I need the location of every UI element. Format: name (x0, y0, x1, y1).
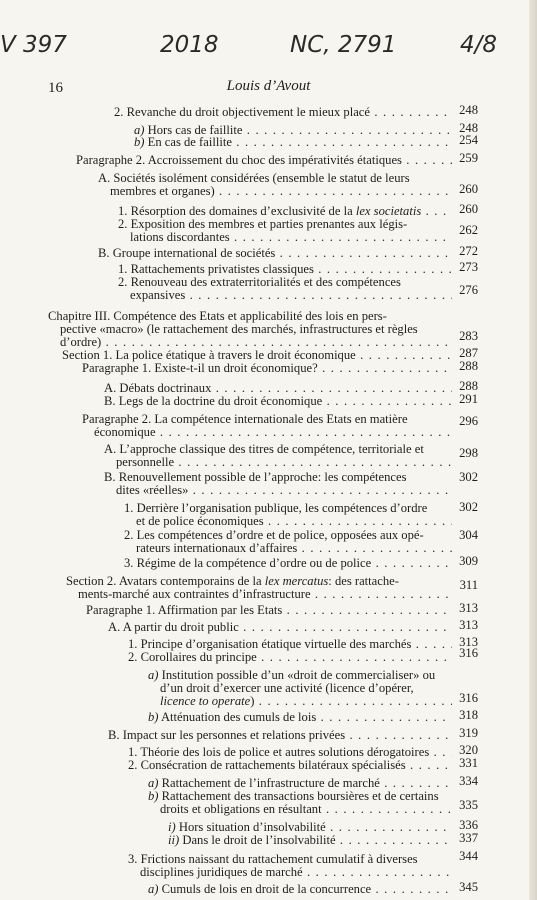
toc-page-number: 291 (459, 392, 478, 406)
toc-entry-title (98, 172, 452, 198)
toc-entry-line: i) Hors situation d’insolvabilité . . . (168, 821, 452, 834)
toc-entry-line: personnelle . . . (104, 456, 452, 469)
page-edge (529, 0, 537, 900)
toc-entry-title (124, 529, 452, 555)
toc-page-number: 283 (459, 329, 478, 343)
toc-page-number: 296 (459, 414, 478, 428)
toc-page-number: 273 (459, 260, 478, 274)
toc-entry-line: B. Groupe international de sociétés . . . (98, 247, 452, 260)
toc-entry-line: pective «macro» (le rattachement des marchés, infrastructures et règles (60, 323, 418, 336)
toc-entry-line: a) Rattachement de l’infrastructure de marché . . . (148, 777, 452, 790)
toc-entry-title (76, 154, 452, 167)
toc-page-number: 337 (459, 831, 478, 845)
toc-page-number: 302 (459, 500, 478, 514)
toc-entry-line: 2. Revanche du droit objectivement le mieux placé . . . (114, 106, 452, 119)
toc-entry-line: 1. Derrière l’organisation publique, les compétences d’ordre (124, 502, 428, 515)
toc-entry-title (148, 883, 452, 896)
toc-entry-line: b) Rattachement des transactions boursières et de certains (148, 790, 439, 803)
toc-entry-title (168, 834, 452, 847)
toc-entry-title (108, 729, 452, 742)
toc-entry-title (98, 247, 452, 260)
toc-entry-line: a) Institution possible d’un «droit de commercialiser» ou (148, 669, 436, 682)
toc-page-number: 320 (459, 743, 478, 757)
toc-page-number: 316 (459, 646, 478, 660)
toc-entry-line: 2. Exposition des membres et parties prenantes aux légis- (118, 218, 408, 231)
toc-entry-line: d’ordre) . . . (48, 336, 452, 349)
toc-page-number: 248 (459, 121, 478, 135)
toc-entry-line: 2. Consécration de rattachements bilatéraux spécialisés . . . (128, 759, 452, 772)
toc-page-number: 272 (459, 244, 478, 258)
toc-entry-title (104, 395, 452, 408)
toc-page-number: 316 (459, 691, 478, 705)
toc-entry-line: 1. Théorie des lois de police et autres solutions dérogatoires . . . (128, 746, 452, 759)
toc-page-number: 276 (459, 283, 478, 297)
toc-page-number: 345 (459, 880, 478, 894)
toc-entry-title (168, 821, 452, 834)
toc-page-number: 287 (459, 346, 478, 360)
toc-entry-line: membres et organes) . . . (98, 185, 452, 198)
toc-page-number: 344 (459, 849, 478, 863)
toc-entry-title (148, 711, 452, 724)
page-header (0, 76, 537, 100)
toc-entry-line: b) En cas de faillite . . . (134, 136, 452, 149)
toc-entry-title (148, 777, 452, 790)
toc-page-number: 259 (459, 151, 478, 165)
toc-entry-title (148, 790, 452, 816)
toc-entry-title (62, 349, 452, 362)
toc-entry-line: économique . . . (82, 426, 452, 439)
toc-entry-line: droits et obligations en résultant . . . (148, 803, 452, 816)
toc-page-number: 260 (459, 202, 478, 216)
handwritten-mark-4: 4/8 (460, 32, 498, 58)
toc-entry-title (86, 604, 452, 617)
toc-entry-title (118, 276, 452, 302)
toc-page-number: 319 (459, 726, 478, 740)
toc-entry-title (104, 443, 452, 469)
toc-page-number: 313 (459, 618, 478, 632)
toc-entry-title (104, 471, 452, 497)
toc-page-number: 304 (459, 528, 478, 542)
toc-entry-line: A. Sociétés isolément considérées (ensemble le statut de leurs (98, 172, 410, 185)
toc-entry-title (66, 575, 452, 601)
toc-page-number: 313 (459, 635, 478, 649)
toc-page-number: 288 (459, 359, 478, 373)
toc-entry-title (124, 502, 452, 528)
toc-entry-title (118, 263, 452, 276)
toc-page-number: 248 (459, 103, 478, 117)
toc-entry-line: B. Renouvellement possible de l’approche: les compétences (104, 471, 407, 484)
toc-page-number: 309 (459, 554, 478, 568)
toc-entry-title (128, 638, 452, 651)
toc-page-number: 298 (459, 446, 478, 460)
toc-page-number: 318 (459, 708, 478, 722)
toc-entry-title (134, 136, 452, 149)
toc-entry-line: B. Impact sur les personnes et relations privées . . . (108, 729, 452, 742)
toc-entry-title (128, 746, 452, 759)
toc-page-number: 262 (459, 223, 478, 237)
toc-entry-line: 1. Principe d’organisation étatique virtuelle des marchés . . . (128, 638, 452, 651)
page-number: 16 (48, 80, 63, 96)
toc-entry-line: lations discordantes . . . (118, 231, 452, 244)
toc-entry-title (82, 362, 452, 375)
toc-page-number: 334 (459, 774, 478, 788)
toc-entry-line: licence to operate) . . . (148, 695, 452, 708)
toc-entry-line: 1. Rattachements privatistes classiques . . . (118, 263, 452, 276)
toc-entry-line: et de police économiques . . . (124, 515, 452, 528)
toc-entry-line: 2. Corollaires du principe . . . (128, 651, 452, 664)
running-head: Louis d’Avout (226, 78, 311, 94)
toc-entry-title (148, 669, 452, 708)
toc-entry-line: 2. Renouveau des extraterritorialités et des compétences (118, 276, 401, 289)
toc-page-number: 311 (459, 578, 478, 592)
toc-entry-line: Section 1. La police étatique à travers le droit économique . . . (62, 349, 452, 362)
toc-entry-title (118, 218, 452, 244)
toc-entry-line: B. Legs de la doctrine du droit économique . . . (104, 395, 452, 408)
toc-entry-title (114, 106, 452, 119)
toc-page-number: 254 (459, 133, 478, 147)
toc-entry-title (124, 557, 452, 570)
toc-entry-line: ii) Dans le droit de l’insolvabilité . . . (168, 834, 452, 847)
toc-entry-line: A. A partir du droit public . . . (108, 621, 452, 634)
toc-entry-line: A. L’approche classique des titres de compétence, territoriale et (104, 443, 424, 456)
toc-entry-line: 2. Les compétences d’ordre et de police, opposées aux opé- (124, 529, 424, 542)
toc-entry-line: a) Cumuls de lois en droit de la concurrence . . . (148, 883, 452, 896)
toc-entry-title (128, 651, 452, 664)
toc-entry-line: disciplines juridiques de marché . . . (128, 866, 452, 879)
toc-entry-line: Section 2. Avatars contemporains de la lex mercatus: des rattache- (66, 575, 399, 588)
handwritten-mark-2: 2018 (160, 32, 219, 58)
toc-entry-line: d’un droit d’exercer une activité (licence d’opérer, (160, 682, 414, 695)
handwritten-mark-1: V 397 (0, 32, 67, 58)
toc-page-number: 302 (459, 470, 478, 484)
toc-page-number: 331 (459, 756, 478, 770)
toc-entry-line: b) Atténuation des cumuls de lois . . . (148, 711, 452, 724)
toc-entry-line: 3. Régime de la compétence d’ordre ou de police . . . (124, 557, 452, 570)
toc-entry-line: Chapitre III. Compétence des Etats et applicabilité des lois en pers- (48, 310, 387, 323)
toc-entry-line: dites «réelles» . . . (104, 484, 452, 497)
toc-entry-title (82, 413, 452, 439)
toc-page-number: 260 (459, 182, 478, 196)
handwritten-annotations (0, 32, 537, 66)
handwritten-mark-3: NC, 2791 (290, 32, 397, 58)
toc-entry-line: Paragraphe 2. La compétence internationale des Etats en matière (82, 413, 408, 426)
toc-entry-line: rateurs internationaux d’affaires . . . (124, 542, 452, 555)
toc-entry-line: ments-marché aux contraintes d’infrastructure . . . (66, 588, 452, 601)
toc-page-number: 288 (459, 379, 478, 393)
toc-entry-line: A. Débats doctrinaux . . . (104, 382, 452, 395)
toc-entry-title (118, 205, 452, 218)
toc-entry-line: Paragraphe 2. Accroissement du choc des impérativités étatiques . . . (76, 154, 452, 167)
toc-entry-line: 1. Résorption des domaines d’exclusivité de la lex societatis . . . (118, 205, 452, 218)
toc-entry-line: a) Hors cas de faillite . . . (134, 124, 452, 137)
toc-page-number: 335 (459, 798, 478, 812)
toc-entry-line: expansives . . . (118, 289, 452, 302)
toc-entry-title (104, 382, 452, 395)
toc-entry-title (128, 853, 452, 879)
toc-entry-title (128, 759, 452, 772)
toc-page-number: 313 (459, 601, 478, 615)
toc-entry-line: Paragraphe 1. Existe-t-il un droit économique? . . . (82, 362, 452, 375)
toc-entry-line: 3. Frictions naissant du rattachement cumulatif à diverses (128, 853, 418, 866)
toc-entry-line: Paragraphe 1. Affirmation par les Etats . . . (86, 604, 452, 617)
toc-page-number: 336 (459, 818, 478, 832)
toc-entry-title (108, 621, 452, 634)
toc-entry-title (48, 310, 452, 349)
